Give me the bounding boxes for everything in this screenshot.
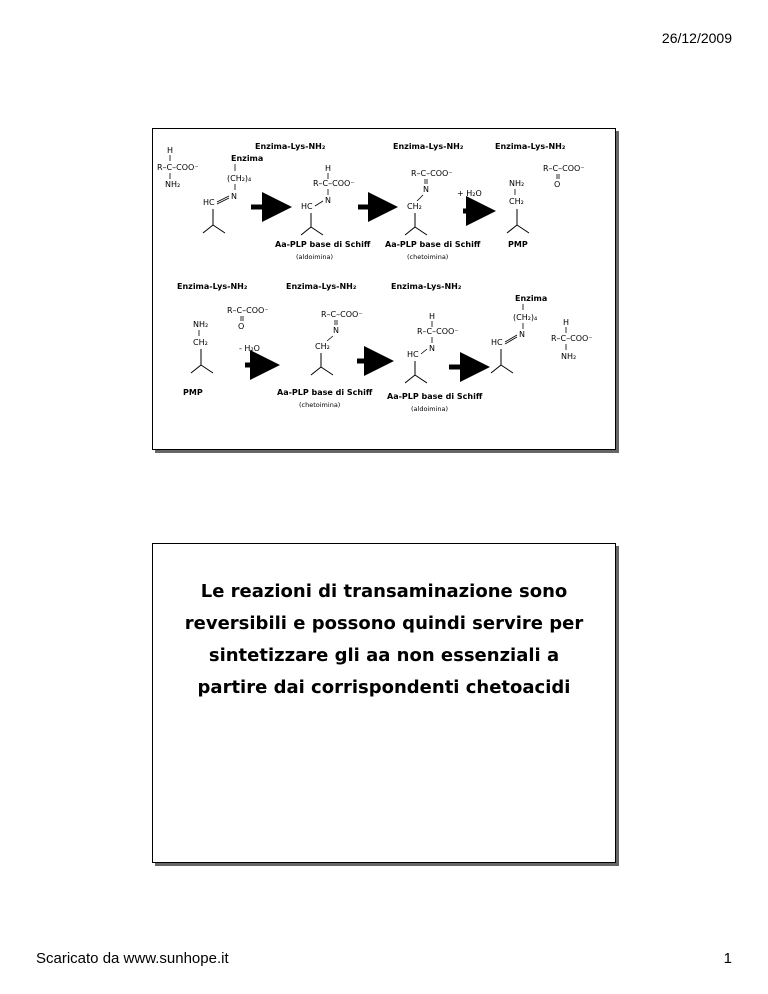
pmp-structure-2 [191, 320, 213, 373]
svg-text:N: N [519, 330, 525, 339]
svg-text:(CH₂)₄: (CH₂)₄ [513, 313, 538, 322]
svg-text:R–C–COO⁻: R–C–COO⁻ [417, 327, 459, 336]
caption-aldimine-2-sub: (aldoimina) [411, 405, 449, 413]
svg-text:Enzima: Enzima [515, 294, 548, 303]
svg-text:NH₂: NH₂ [165, 180, 181, 189]
svg-text:CH₂: CH₂ [509, 197, 524, 206]
slide-text [152, 543, 616, 863]
enzyme-label-6: Enzima-Lys-NH₂ [391, 282, 462, 291]
svg-text:CH₂: CH₂ [193, 338, 208, 347]
caption-pmp-2: PMP [183, 388, 203, 397]
ketimine-structure-2 [311, 310, 363, 375]
plus-water: + H₂O [457, 189, 482, 198]
aldimine-structure-1 [301, 164, 355, 235]
svg-text:NH₂: NH₂ [193, 320, 209, 329]
amino-acid-structure-2 [551, 318, 593, 361]
svg-text:R–C–COO⁻: R–C–COO⁻ [227, 306, 269, 315]
keto-acid-structure-2 [227, 306, 269, 331]
enzyme-label-5: Enzima-Lys-NH₂ [286, 282, 357, 291]
caption-ketimine-1-sub: (chetoimina) [407, 253, 449, 261]
text-line-1: Le reazioni di transaminazione sono [200, 581, 568, 602]
page-number: 1 [723, 950, 732, 967]
svg-text:CH₂: CH₂ [407, 202, 422, 211]
keto-acid-structure-1 [543, 164, 585, 189]
svg-text:HC: HC [301, 202, 313, 211]
svg-text:HC: HC [491, 338, 503, 347]
svg-text:H: H [563, 318, 570, 327]
svg-text:O: O [554, 180, 561, 189]
footer-source: Scaricato da www.sunhope.it [36, 950, 229, 967]
caption-aldimine-1-sub: (aldoimina) [296, 253, 334, 261]
svg-text:N: N [325, 196, 331, 205]
svg-text:O: O [238, 322, 245, 331]
enzyme-plp-structure-2 [491, 294, 547, 373]
enzyme-label-4: Enzima-Lys-NH₂ [177, 282, 248, 291]
svg-text:HC: HC [203, 198, 215, 207]
caption-aldimine-1: Aa-PLP base di Schiff [275, 240, 371, 249]
svg-text:R–C–COO⁻: R–C–COO⁻ [543, 164, 585, 173]
svg-text:N: N [423, 185, 429, 194]
reaction-scheme-diagram [153, 129, 615, 449]
svg-text:NH₂: NH₂ [509, 179, 525, 188]
svg-text:H: H [429, 312, 436, 321]
caption-pmp-1: PMP [508, 240, 528, 249]
svg-text:(CH₂)₄: (CH₂)₄ [227, 174, 252, 183]
slide-transamination-scheme [152, 128, 616, 450]
text-line-2: reversibili e possono quindi servire per [184, 613, 584, 634]
amino-acid-structure [157, 146, 199, 189]
enzyme-label-3: Enzima-Lys-NH₂ [495, 142, 566, 151]
svg-text:R–C–COO⁻: R–C–COO⁻ [321, 310, 363, 319]
svg-text:CH₂: CH₂ [315, 342, 330, 351]
aldimine-structure-2 [405, 312, 459, 383]
svg-text:R–C–COO⁻: R–C–COO⁻ [313, 179, 355, 188]
enzyme-plp-structure-1 [203, 154, 263, 233]
ketimine-structure-1 [405, 169, 453, 235]
svg-text:N: N [429, 344, 435, 353]
minus-water: - H₂O [239, 344, 260, 353]
svg-text:N: N [231, 192, 237, 201]
caption-ketimine-2-sub: (chetoimina) [299, 401, 341, 409]
pmp-structure-1 [507, 179, 529, 233]
enzyme-label-1: Enzima-Lys-NH₂ [255, 142, 326, 151]
svg-text:H: H [325, 164, 332, 173]
header-date: 26/12/2009 [661, 30, 732, 46]
caption-ketimine-2: Aa-PLP base di Schiff [277, 388, 373, 397]
svg-text:Enzima: Enzima [231, 154, 264, 163]
svg-text:R–C–COO⁻: R–C–COO⁻ [157, 163, 199, 172]
enzyme-label-2: Enzima-Lys-NH₂ [393, 142, 464, 151]
svg-text:H: H [167, 146, 174, 155]
svg-text:HC: HC [407, 350, 419, 359]
svg-text:R–C–COO⁻: R–C–COO⁻ [411, 169, 453, 178]
svg-text:NH₂: NH₂ [561, 352, 577, 361]
svg-text:R–C–COO⁻: R–C–COO⁻ [551, 334, 593, 343]
slide-text-body [163, 576, 605, 704]
svg-text:N: N [333, 326, 339, 335]
caption-aldimine-2: Aa-PLP base di Schiff [387, 392, 483, 401]
text-line-4: partire dai corrispondenti chetoacidi [197, 677, 571, 698]
text-line-3: sintetizzare gli aa non essenziali a [208, 645, 560, 666]
caption-ketimine-1: Aa-PLP base di Schiff [385, 240, 481, 249]
